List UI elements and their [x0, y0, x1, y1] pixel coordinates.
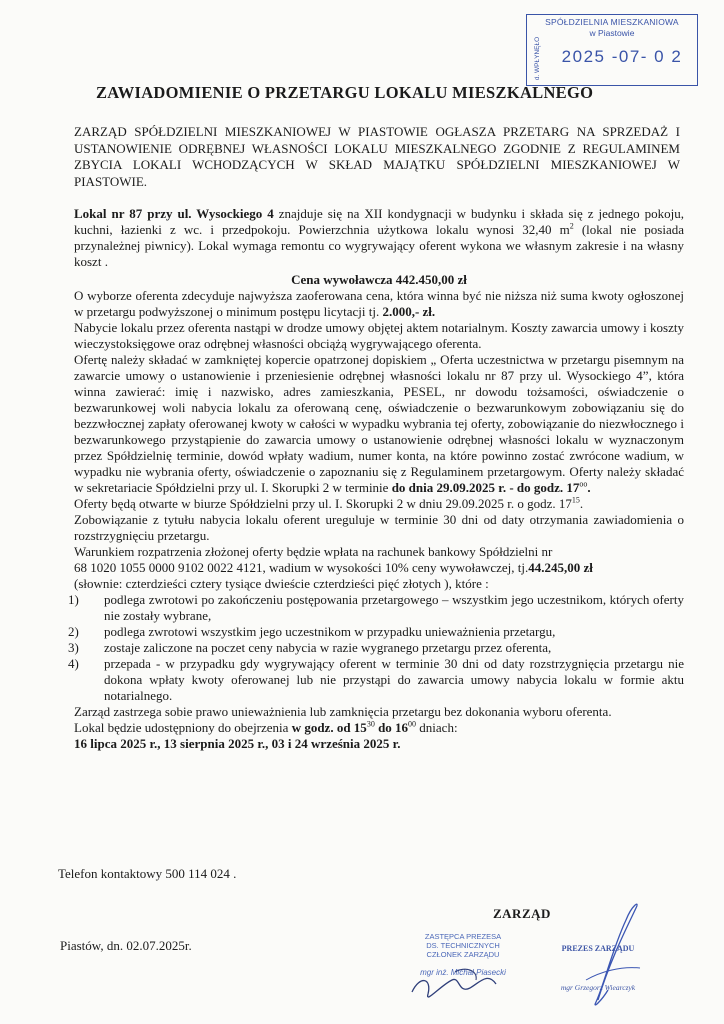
- president-signature-stamp: [543, 944, 653, 992]
- list-item-text: zostaje zaliczone na poczet ceny nabycia w razie wygranego przetargu przez oferenta,: [104, 640, 552, 655]
- list-item-number: 3): [68, 640, 79, 655]
- viewing-text: Lokal będzie udostępniony do obejrzenia: [74, 720, 292, 735]
- intro-paragraph: ZARZĄD SPÓŁDZIELNI MIESZKANIOWEJ W PIASTOWIE OGŁASZA PRZETARG NA SPRZEDAŻ I USTANOWIENIE ODRĘBNEJ WŁASNOŚCI LOKALU MIESZKALNEGO ZGODNIE Z REGULAMINEM ZBYCIA LOKALI WCHODZĄCYCH W SKŁAD MAJĄTKU SPÓŁDZIELNI MIESZKANIOWEJ W PIASTOWIE.: [74, 124, 680, 189]
- account-amount: 44.245,00 zł: [528, 560, 593, 575]
- receipt-stamp: [526, 14, 698, 86]
- reservation-paragraph: Zarząd zastrzega sobie prawo unieważnienia lub zamknięcia przetargu bez dokonania wyboru oferenta.: [74, 704, 612, 719]
- price-heading: Cena wywoławcza 442.450,00 zł: [291, 272, 467, 287]
- obligation-paragraph: Zobowiązanie z tytułu nabycia lokalu oferent ureguluje w terminie 30 dni od daty otrzymania zawiadomienia o rozstrzygnięciu przetargu.: [74, 512, 684, 543]
- list-item-number: 1): [68, 592, 79, 607]
- viewing-hours-b: do 16: [374, 720, 409, 735]
- stamp-city: w Piastowie: [589, 28, 635, 38]
- choice-paragraph: [74, 288, 684, 320]
- acquisition-paragraph: Nabycie lokalu przez oferenta nastąpi w drodze umowy objętej aktem notarialnym. Koszty zawarcia umowy i koszty wieczystoksięgowe oraz odrębnej własności obciążą wygrywającego oferenta.: [74, 320, 684, 351]
- choice-text: O wyborze oferenta zdecyduje najwyższa zaoferowana cena, która winna być nie niższa niż suma kwoty ogłoszonej w przetargu podwyższonej o minimum postępu licytacji tj.: [74, 288, 684, 319]
- list-item-text: podlega zwrotowi po zakończeniu postępowania przetargowego – wszystkim jego uczestnikom, których oferty nie zostały wybrane,: [104, 592, 684, 623]
- deputy-title-line: DS. TECHNICZNYCH: [426, 941, 500, 950]
- lokal-area-sup: 2: [569, 221, 574, 231]
- opening-end: .: [579, 496, 584, 511]
- choice-step: 2.000,- zł.: [382, 304, 436, 319]
- opening-sup: 15: [571, 495, 580, 505]
- offer-deadline: do dnia 29.09.2025 r. - do godz. 17: [391, 480, 580, 495]
- account-words: (słownie: czterdzieści cztery tysiące dwieście czterdzieści pięć złotych ), które :: [74, 576, 489, 591]
- list-item: [68, 640, 684, 656]
- lokal-desc-2: (lokal nie posiada przynależnej piwnicy). Lokal wymaga remontu co wygrywający oferent wykona we własnym zakresie i na własny koszt .: [74, 222, 684, 269]
- offer-paragraph: [74, 352, 684, 496]
- board-heading: ZARZĄD: [493, 906, 551, 921]
- document-body: [68, 206, 684, 752]
- list-item: [68, 624, 684, 640]
- list-item: [68, 656, 684, 704]
- document-title: ZAWIADOMIENIE O PRZETARGU LOKALU MIESZKALNEGO: [96, 83, 594, 102]
- viewing-sup-b: 00: [408, 719, 417, 729]
- deputy-title-line: ZASTĘPCA PREZESA: [424, 932, 502, 941]
- offer-deadline-sup: oo: [579, 479, 588, 489]
- stamp-date: 2025 -07- 0 2: [561, 47, 683, 66]
- viewing-paragraph: [74, 720, 684, 736]
- list-item-text: przepada - w przypadku gdy wygrywający oferent w terminie 30 dni od daty rozstrzygnięcia przetargu nie dokona wpłaty kwoty oferowanej lub nie przystąpi do zawarcia umowy nabycia lokalu w formie aktu notarialnego.: [104, 656, 684, 703]
- lokal-desc-1: znajduje się na XII kondygnacji w budynku i składa się z jednego pokoju, kuchni, łazienki z wc. i przedpokoju. Powierzchnia użytkowa lokalu wynosi 32,40 m: [74, 206, 684, 237]
- stamp-received-label: d. WPŁYNĘŁO: [534, 36, 542, 81]
- president-name: mgr Grzegorz Wiearczyk: [560, 983, 636, 992]
- lokal-name: Lokal nr 87 przy ul. Wysockiego 4: [74, 206, 274, 221]
- offer-text: Ofertę należy składać w zamkniętej kopercie opatrzonej dopiskiem „ Oferta uczestnictwa w przetargu pisemnym na zawarcie umowy o ustanowienie i przeniesienie odrębnej własności lokalu nr 87 przy ul. Wysockiego 4”, która winna zawierać: imię i nazwisko, adres zamieszkania, PESEL, nr dowodu tożsamości, oświadczenie o bezwarunkowej woli nabycia lokalu za oferowaną cenę, oświadczenie o bezwarunkowym zobowiązaniu się do bezzwłocznej zapłaty oferowanej kwoty w całości w wypadku wybrania tej oferty, zobowiązanie do niezwłocznego i bezwarunkowego przystąpienie do zawarcia umowy o ustanowienie odrębnej własności lokalu w wyznaczonym przez Spółdzielnię terminie, dowód wpłaty wadium, numer konta, na które powinno zostać zwrócone wadium, w wypadku nie wybrania oferty, oświadczenie o zapoznaniu się z Regulaminem przetargowym. Oferty należy składać w sekretariacie Spółdzielni przy ul. I. Skorupki 2 w terminie: [74, 352, 684, 495]
- account-paragraph: [74, 560, 684, 576]
- viewing-dates-text: 16 lipca 2025 r., 13 sierpnia 2025 r., 03 i 24 września 2025 r.: [74, 736, 401, 751]
- deputy-name: mgr inż. Michał Piasecki: [420, 968, 506, 977]
- opening-text: Oferty będą otwarte w biurze Spółdzielni przy ul. I. Skorupki 2 w dniu 29.09.2025 r. o godz. 17: [74, 496, 572, 511]
- offer-deadline-end: .: [587, 480, 591, 495]
- conditions-list: [68, 592, 684, 704]
- list-item-number: 2): [68, 624, 79, 639]
- viewing-dates: [74, 736, 684, 752]
- opening-paragraph: [74, 496, 684, 512]
- list-item-text: podlega zwrotowi wszystkim jego uczestnikom w przypadku unieważnienia przetargu,: [104, 624, 556, 639]
- condition-paragraph: Warunkiem rozpatrzenia złożonej oferty będzie wpłata na rachunek bankowy Spółdzielni nr: [74, 544, 553, 559]
- viewing-days-label: dniach:: [416, 720, 458, 735]
- stamp-org: SPÓŁDZIELNIA MIESZKANIOWA: [545, 17, 679, 27]
- viewing-hours-a: w godz. od 15: [291, 720, 367, 735]
- place-date: Piastów, dn. 02.07.2025r.: [60, 938, 192, 953]
- viewing-sup-a: 30: [366, 719, 375, 729]
- deputy-title-line: CZŁONEK ZARZĄDU: [426, 950, 500, 959]
- contact-phone: Telefon kontaktowy 500 114 024 .: [58, 866, 237, 881]
- president-role: PREZES ZARZĄDU: [561, 944, 635, 953]
- lokal-paragraph: [74, 206, 684, 270]
- account-text: , wadium w wysokości 10% ceny wywoławczej, tj.: [262, 560, 529, 575]
- deputy-signature-stamp: [403, 932, 523, 977]
- list-item: [68, 592, 684, 624]
- list-item-number: 4): [68, 656, 79, 671]
- account-number: 68 1020 1055 0000 9102 0022 4121: [74, 560, 263, 575]
